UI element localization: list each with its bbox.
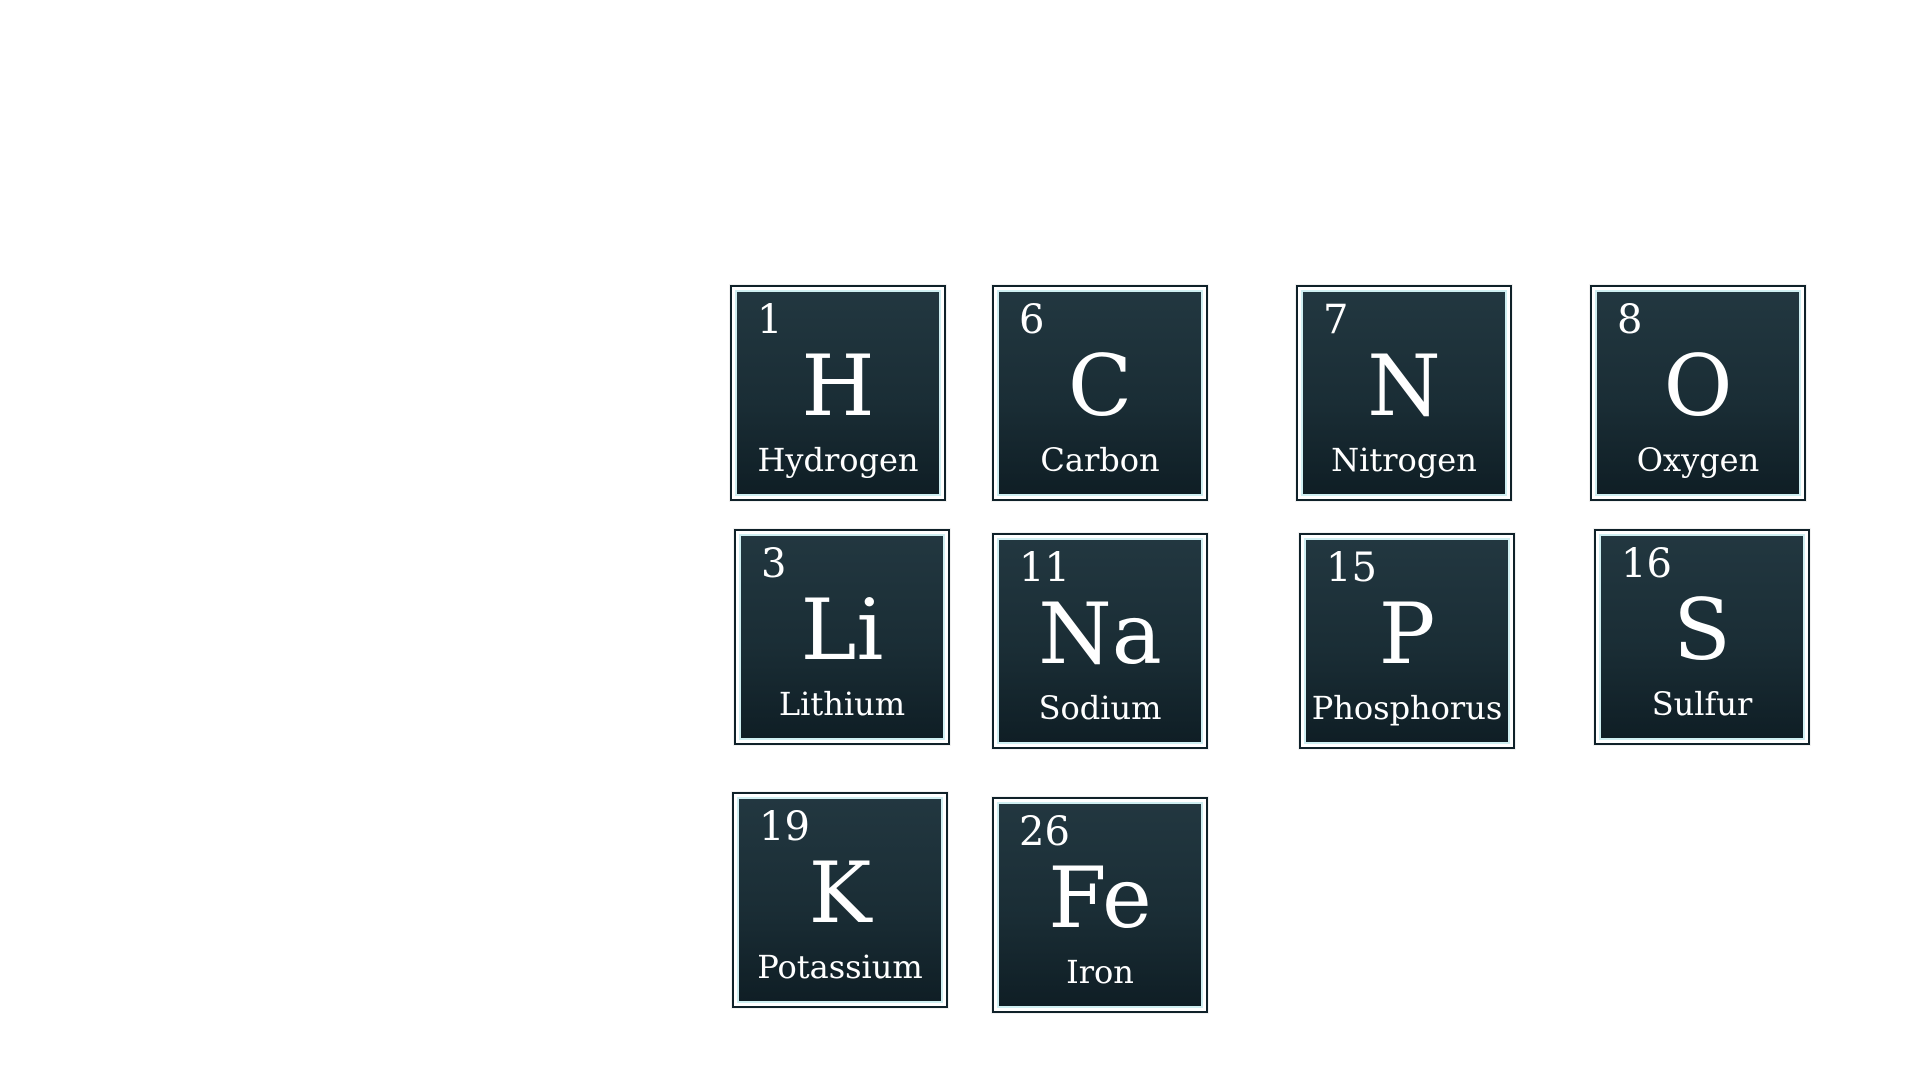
element-symbol: H [801,337,875,435]
element-tile-lithium [734,529,950,745]
tile-face [735,290,941,496]
element-tile-oxygen [1590,285,1806,501]
element-tile-hydrogen [730,285,946,501]
element-name: Hydrogen [757,441,919,479]
element-name: Lithium [778,685,906,723]
atomic-number: 3 [761,541,787,587]
element-symbol: O [1663,337,1733,435]
element-symbol: S [1673,581,1731,679]
element-name: Iron [1066,953,1134,991]
tile-face [1304,538,1510,744]
element-name: Carbon [1040,441,1160,479]
element-symbol: K [808,844,872,942]
element-tile-iron [992,797,1208,1013]
element-tile-phosphorus [1299,533,1515,749]
element-symbol: P [1378,585,1436,683]
tile-face [997,802,1203,1008]
element-name: Potassium [757,948,923,986]
atomic-number: 26 [1019,809,1070,855]
atomic-number: 11 [1019,545,1070,591]
element-symbol: N [1367,337,1441,435]
atomic-number: 1 [757,297,783,343]
element-tile-nitrogen [1296,285,1512,501]
tile-face [1301,290,1507,496]
atomic-number: 15 [1326,545,1377,591]
atomic-number: 6 [1019,297,1045,343]
tile-face [997,538,1203,744]
element-tile-sodium [992,533,1208,749]
element-symbol: Fe [1048,849,1152,947]
element-name: Phosphorus [1311,689,1503,727]
tile-face [997,290,1203,496]
element-symbol: Li [800,581,884,679]
element-name: Nitrogen [1331,441,1477,479]
element-tile-carbon [992,285,1208,501]
element-tile-potassium [732,792,948,1008]
tile-face [1599,534,1805,740]
atomic-number: 7 [1323,297,1349,343]
atomic-number: 8 [1617,297,1643,343]
element-symbol: Na [1038,585,1162,683]
element-name: Oxygen [1636,441,1760,479]
atomic-number: 19 [759,804,810,850]
element-name: Sulfur [1651,685,1753,723]
tile-face [739,534,945,740]
element-tile-sulfur [1594,529,1810,745]
element-symbol: C [1067,337,1133,435]
element-name: Sodium [1038,689,1162,727]
tile-face [737,797,943,1003]
tile-face [1595,290,1801,496]
atomic-number: 16 [1621,541,1672,587]
